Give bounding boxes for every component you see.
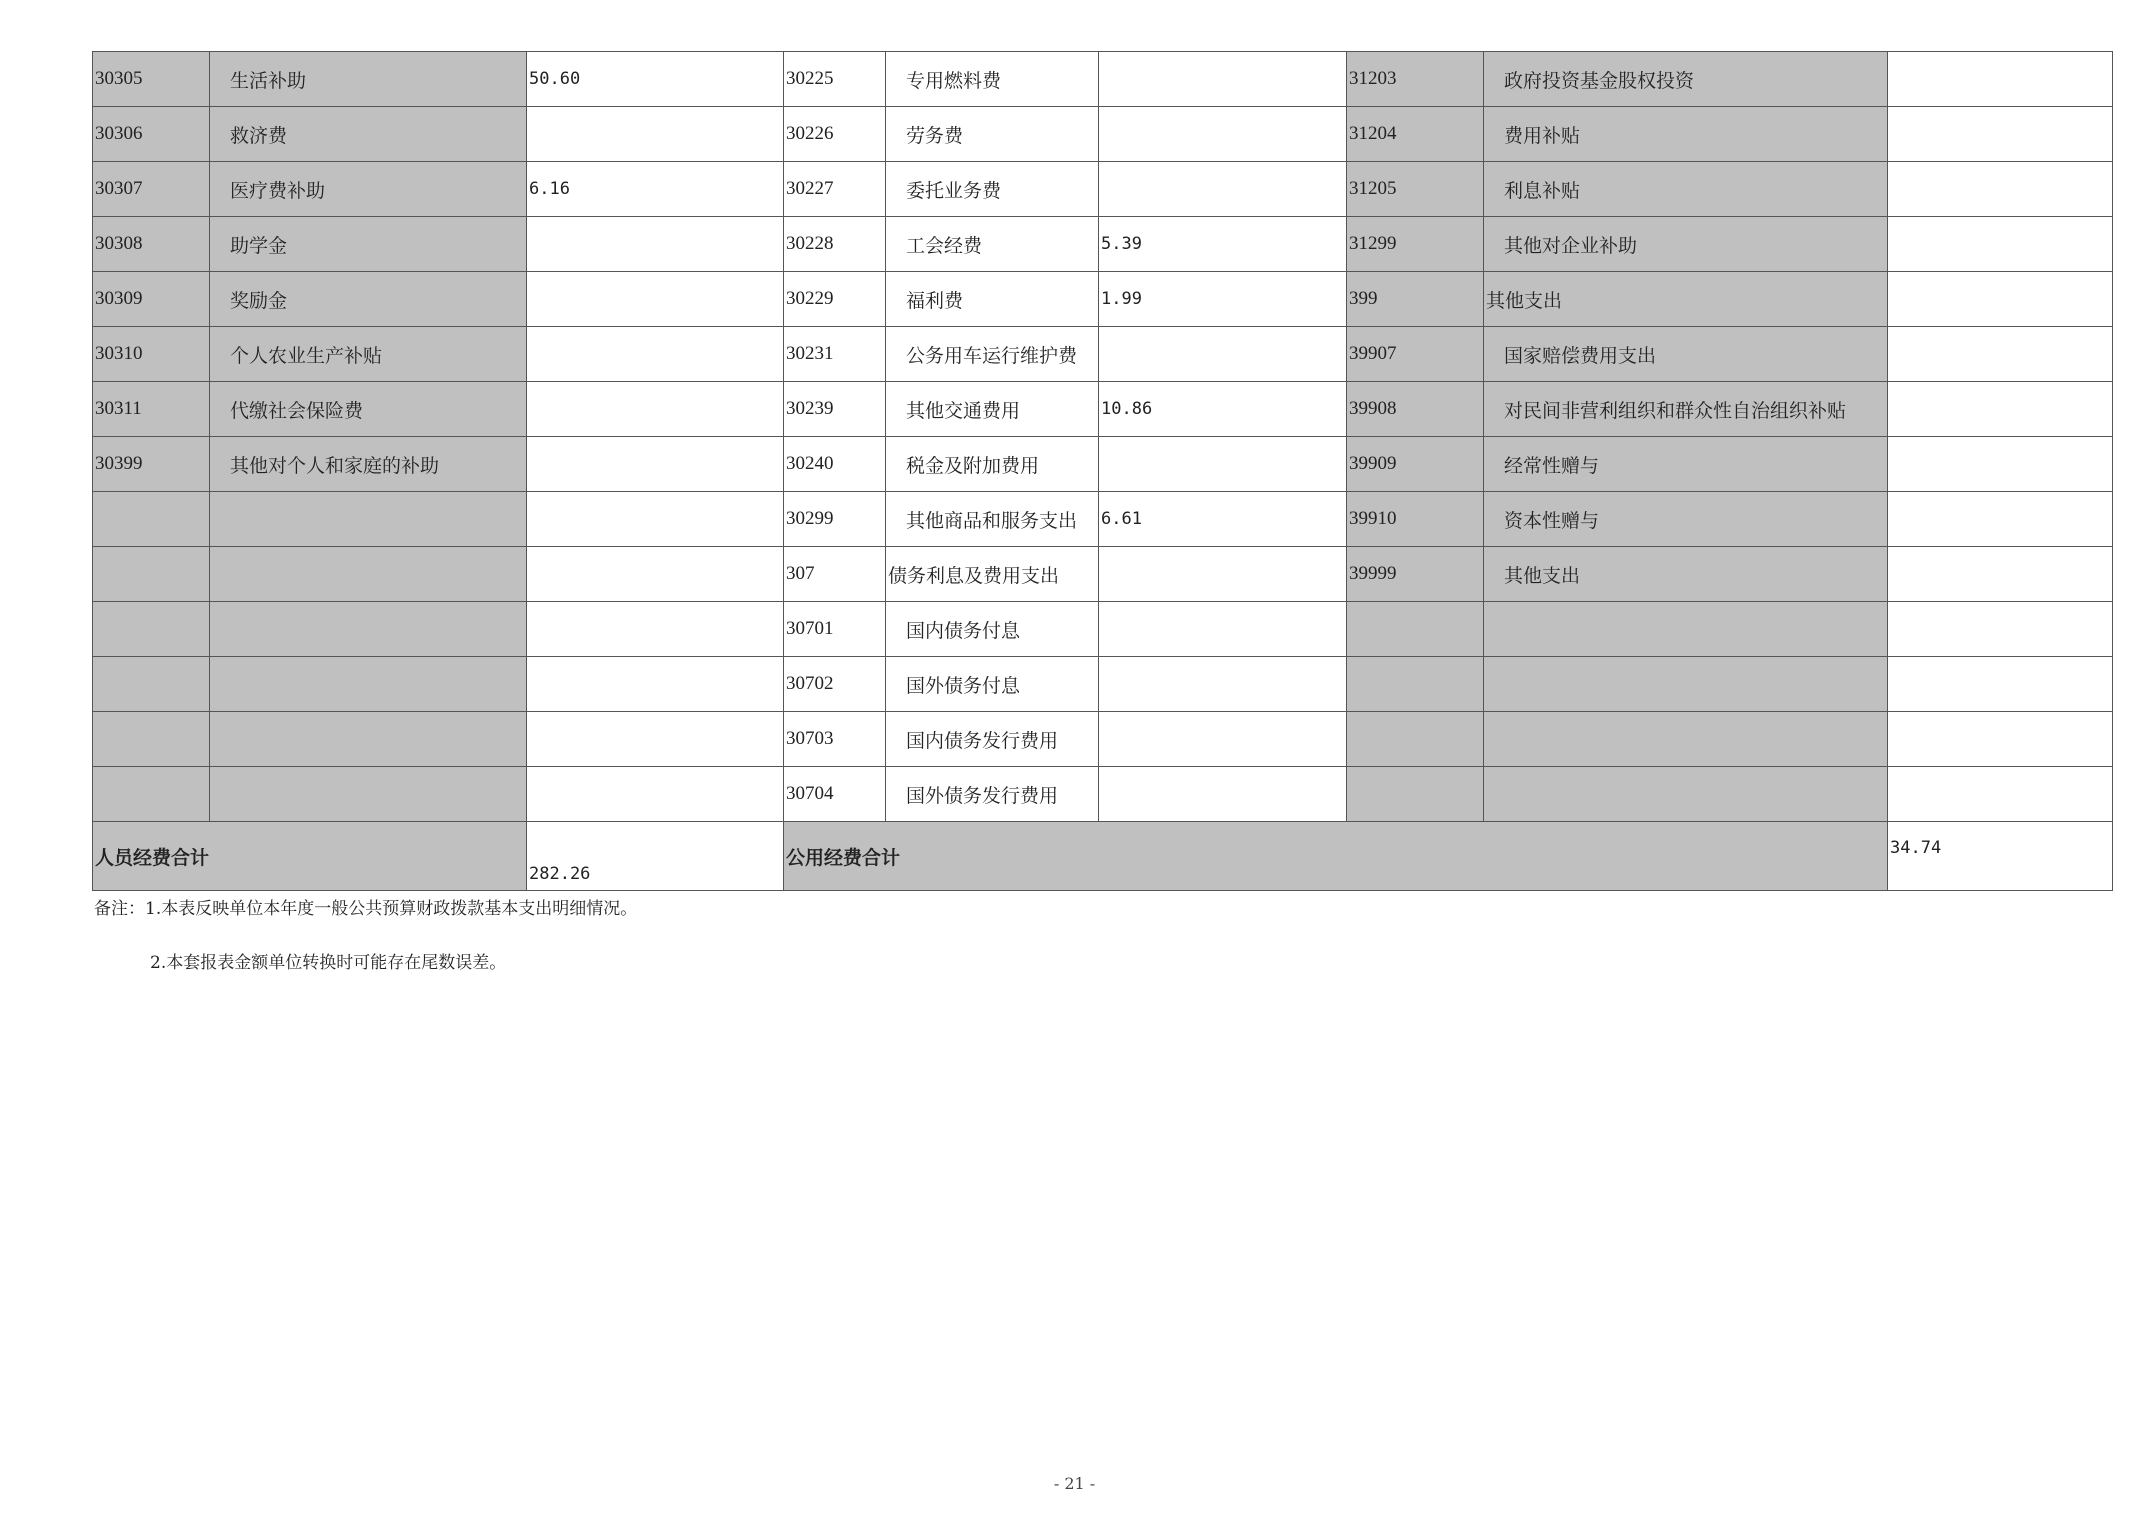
item-code <box>1347 767 1484 822</box>
item-name: 其他对企业补助 <box>1484 217 1888 272</box>
note-1: 备注：1.本表反映单位本年度一般公共预算财政拨款基本支出明细情况。 <box>94 899 638 919</box>
item-amount <box>1099 437 1347 492</box>
item-amount <box>1099 327 1347 382</box>
item-amount <box>1099 657 1347 712</box>
item-code: 30228 <box>784 217 886 272</box>
item-name: 专用燃料费 <box>886 52 1099 107</box>
item-code: 39910 <box>1347 492 1484 547</box>
table-row <box>93 492 2113 547</box>
item-amount: 50.60 <box>527 52 784 107</box>
table-row <box>93 767 2113 822</box>
item-code: 31203 <box>1347 52 1484 107</box>
table-row <box>93 712 2113 767</box>
table-row <box>93 217 2113 272</box>
item-name: 国外债务发行费用 <box>886 767 1099 822</box>
item-name: 代缴社会保险费 <box>210 382 527 437</box>
page-number: - 21 - <box>1053 1474 1096 1493</box>
item-amount <box>527 272 784 327</box>
item-name: 其他交通费用 <box>886 382 1099 437</box>
item-code <box>93 547 210 602</box>
item-name: 费用补贴 <box>1484 107 1888 162</box>
item-amount <box>1888 712 2113 767</box>
item-amount <box>1888 547 2113 602</box>
item-amount: 10.86 <box>1099 382 1347 437</box>
item-name: 其他支出 <box>1484 272 1888 327</box>
item-name <box>1484 602 1888 657</box>
item-amount <box>527 217 784 272</box>
item-amount <box>1888 382 2113 437</box>
item-code <box>93 492 210 547</box>
item-code: 39908 <box>1347 382 1484 437</box>
item-code: 30240 <box>784 437 886 492</box>
item-code: 30703 <box>784 712 886 767</box>
item-amount: 5.39 <box>1099 217 1347 272</box>
item-name: 生活补助 <box>210 52 527 107</box>
item-amount <box>1099 107 1347 162</box>
item-name: 国内债务付息 <box>886 602 1099 657</box>
item-code: 30225 <box>784 52 886 107</box>
item-name <box>210 712 527 767</box>
item-code: 31299 <box>1347 217 1484 272</box>
table-row <box>93 547 2113 602</box>
item-code <box>93 657 210 712</box>
item-amount <box>1099 602 1347 657</box>
item-code: 30306 <box>93 107 210 162</box>
item-amount <box>1888 52 2113 107</box>
item-name: 国内债务发行费用 <box>886 712 1099 767</box>
item-code: 30311 <box>93 382 210 437</box>
item-amount <box>527 382 784 437</box>
item-name <box>1484 657 1888 712</box>
item-name: 国外债务付息 <box>886 657 1099 712</box>
item-name: 福利费 <box>886 272 1099 327</box>
table-row <box>93 162 2113 217</box>
item-code: 31204 <box>1347 107 1484 162</box>
item-name: 其他支出 <box>1484 547 1888 602</box>
item-name: 奖励金 <box>210 272 527 327</box>
item-name <box>1484 712 1888 767</box>
item-amount <box>1099 712 1347 767</box>
expenditure-detail-table <box>92 51 2113 891</box>
item-amount <box>1888 437 2113 492</box>
table-row <box>93 327 2113 382</box>
item-code: 30310 <box>93 327 210 382</box>
item-amount <box>1099 767 1347 822</box>
item-code: 39999 <box>1347 547 1484 602</box>
item-name: 利息补贴 <box>1484 162 1888 217</box>
table-row <box>93 657 2113 712</box>
table-row <box>93 272 2113 327</box>
item-code: 399 <box>1347 272 1484 327</box>
item-name: 助学金 <box>210 217 527 272</box>
item-name: 经常性赠与 <box>1484 437 1888 492</box>
item-amount <box>1888 602 2113 657</box>
table-row <box>93 437 2113 492</box>
item-code <box>93 767 210 822</box>
item-amount <box>527 602 784 657</box>
item-amount: 6.61 <box>1099 492 1347 547</box>
item-name <box>210 547 527 602</box>
item-name: 个人农业生产补贴 <box>210 327 527 382</box>
table-row <box>93 382 2113 437</box>
item-amount <box>1888 767 2113 822</box>
item-name: 工会经费 <box>886 217 1099 272</box>
table-row <box>93 107 2113 162</box>
item-code: 30701 <box>784 602 886 657</box>
item-name: 对民间非营利组织和群众性自治组织补贴 <box>1484 382 1888 437</box>
item-name: 其他对个人和家庭的补助 <box>210 437 527 492</box>
item-name: 公务用车运行维护费 <box>886 327 1099 382</box>
item-name <box>210 767 527 822</box>
item-amount <box>527 767 784 822</box>
item-name: 救济费 <box>210 107 527 162</box>
item-code: 30305 <box>93 52 210 107</box>
item-amount <box>1888 162 2113 217</box>
item-name: 医疗费补助 <box>210 162 527 217</box>
item-code: 30299 <box>784 492 886 547</box>
item-amount <box>1888 657 2113 712</box>
public-total-value: 34.74 <box>1888 822 2113 891</box>
item-amount <box>1099 52 1347 107</box>
item-code: 30226 <box>784 107 886 162</box>
item-code: 30231 <box>784 327 886 382</box>
item-amount <box>527 437 784 492</box>
table-row <box>93 52 2113 107</box>
totals-row <box>93 822 2113 891</box>
item-name <box>210 657 527 712</box>
item-name: 国家赔偿费用支出 <box>1484 327 1888 382</box>
item-code: 307 <box>784 547 886 602</box>
item-code: 30239 <box>784 382 886 437</box>
item-code: 30702 <box>784 657 886 712</box>
item-amount <box>527 107 784 162</box>
note-2: 2.本套报表金额单位转换时可能存在尾数误差。 <box>150 953 507 973</box>
item-name <box>210 602 527 657</box>
item-name: 其他商品和服务支出 <box>886 492 1099 547</box>
item-code <box>1347 712 1484 767</box>
item-name: 劳务费 <box>886 107 1099 162</box>
item-name: 资本性赠与 <box>1484 492 1888 547</box>
item-code <box>1347 657 1484 712</box>
table-row <box>93 602 2113 657</box>
item-amount <box>527 327 784 382</box>
item-code: 30399 <box>93 437 210 492</box>
item-name <box>210 492 527 547</box>
item-code: 30704 <box>784 767 886 822</box>
personnel-total-value: 282.26 <box>527 822 784 891</box>
item-code: 30308 <box>93 217 210 272</box>
item-code: 30229 <box>784 272 886 327</box>
item-amount <box>1099 162 1347 217</box>
item-amount <box>527 492 784 547</box>
item-amount <box>1888 217 2113 272</box>
item-amount: 1.99 <box>1099 272 1347 327</box>
item-amount <box>1888 327 2113 382</box>
item-code: 31205 <box>1347 162 1484 217</box>
item-amount <box>527 657 784 712</box>
item-amount <box>1888 492 2113 547</box>
item-name: 政府投资基金股权投资 <box>1484 52 1888 107</box>
item-amount <box>527 712 784 767</box>
item-code: 30227 <box>784 162 886 217</box>
item-name: 税金及附加费用 <box>886 437 1099 492</box>
public-total-label: 公用经费合计 <box>784 822 1888 891</box>
item-code: 30309 <box>93 272 210 327</box>
item-name: 委托业务费 <box>886 162 1099 217</box>
item-code: 39909 <box>1347 437 1484 492</box>
item-code: 39907 <box>1347 327 1484 382</box>
item-code <box>1347 602 1484 657</box>
item-amount: 6.16 <box>527 162 784 217</box>
item-code: 30307 <box>93 162 210 217</box>
item-code <box>93 712 210 767</box>
item-amount <box>1888 107 2113 162</box>
item-amount <box>1099 547 1347 602</box>
item-amount <box>527 547 784 602</box>
table-body <box>93 52 2113 891</box>
item-name: 债务利息及费用支出 <box>886 547 1099 602</box>
item-amount <box>1888 272 2113 327</box>
personnel-total-label: 人员经费合计 <box>93 822 527 891</box>
item-name <box>1484 767 1888 822</box>
notes <box>94 895 637 1003</box>
item-code <box>93 602 210 657</box>
